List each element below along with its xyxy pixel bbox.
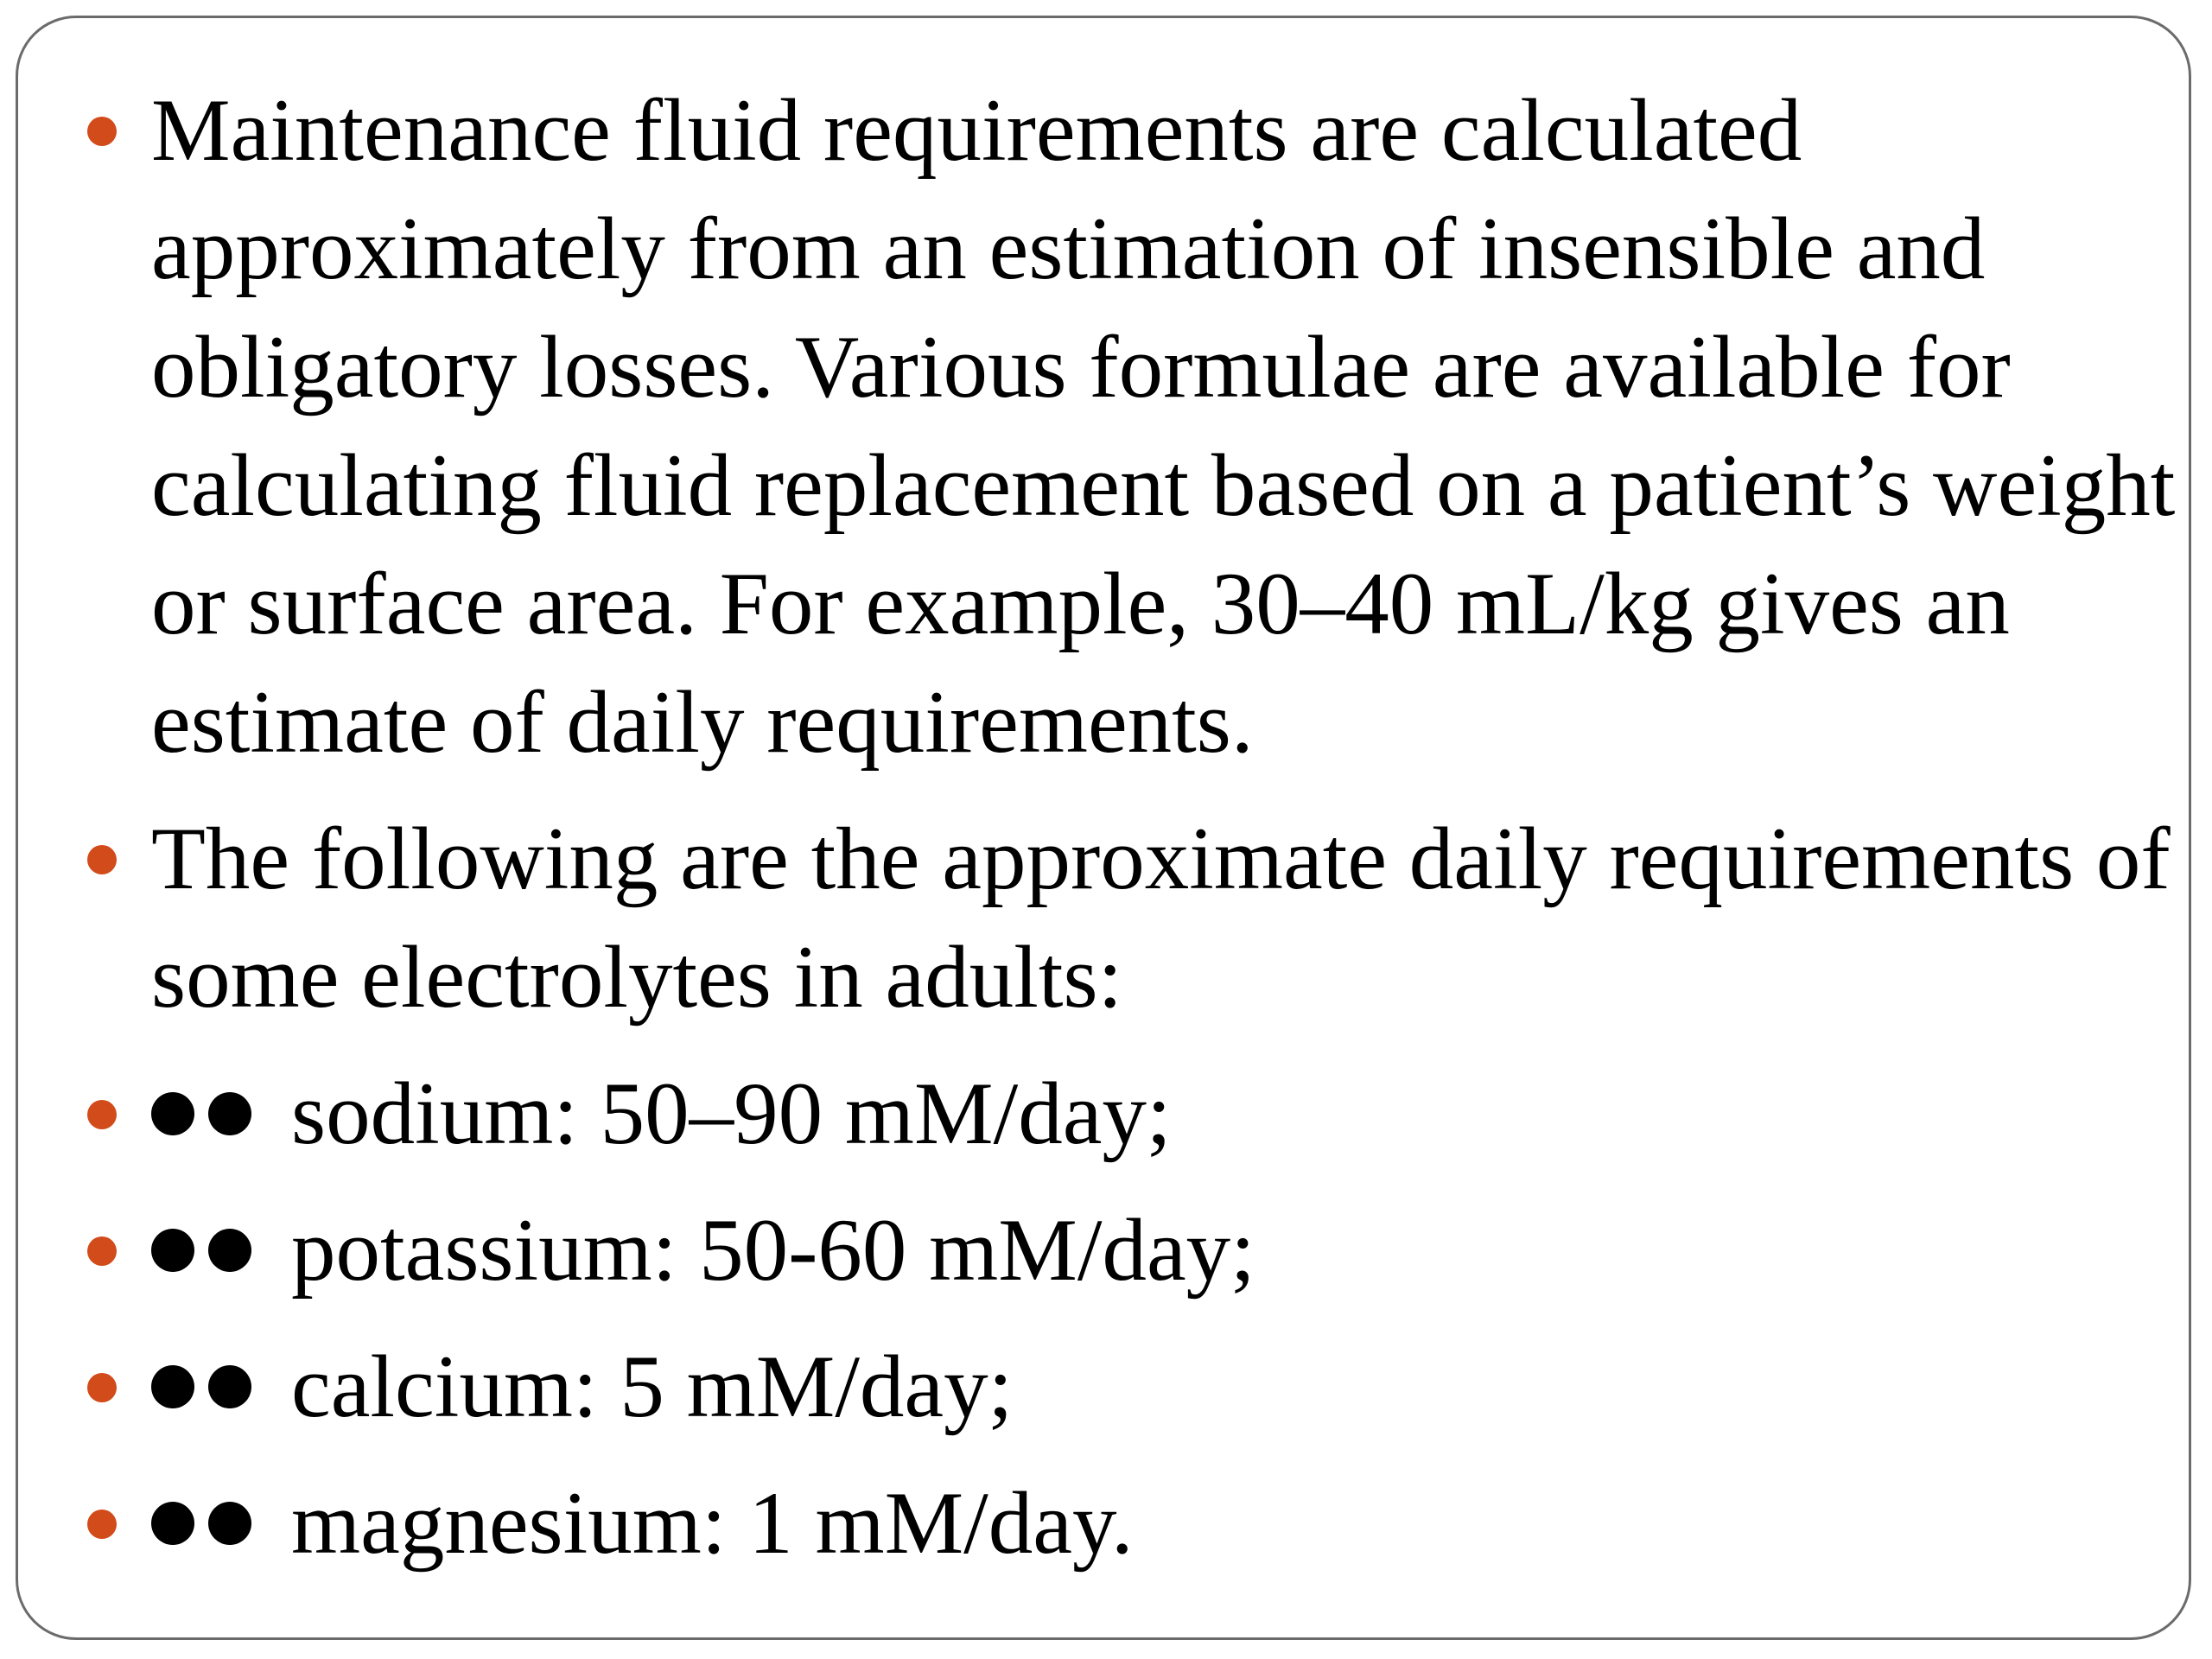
bullet-dot-icon [87, 1236, 117, 1266]
bullet-text: calcium: 5 mM/day; [291, 1338, 1014, 1436]
bullet-dot-icon [87, 845, 117, 874]
bullet-text: magnesium: 1 mM/day. [291, 1474, 1134, 1573]
bullet-item-sodium [87, 1055, 2178, 1173]
bullet-dot-icon [87, 1510, 117, 1539]
double-dot-icon [151, 1502, 258, 1545]
bullet-item-calcium [87, 1328, 2178, 1446]
bullet-text: potassium: 50-60 mM/day; [291, 1201, 1255, 1300]
bullet-text: sodium: 50–90 mM/day; [291, 1065, 1172, 1163]
double-dot-icon [151, 1092, 258, 1135]
bullet-item-magnesium [87, 1465, 2178, 1583]
double-dot-icon [151, 1229, 258, 1272]
bullet-item-potassium [87, 1192, 2178, 1310]
double-dot-icon [151, 1365, 258, 1408]
bullet-dot-icon [87, 1373, 117, 1402]
bullet-dot-icon [87, 117, 117, 146]
bullet-dot-icon [87, 1100, 117, 1129]
bullet-text: The following are the approximate daily requirements of some electrolytes in adults: [151, 810, 2171, 1027]
content-panel [16, 16, 2191, 1640]
bullet-item-electrolytes-intro [87, 800, 2178, 1037]
bullet-list [87, 72, 2178, 1601]
bullet-item-maintenance-fluid [87, 72, 2178, 782]
bullet-text: Maintenance fluid requirements are calculated approximately from an estimation of insensible and obligatory losses. Various formulae are available for calculating fluid replacement based on a patient’s weight or surface area. For example, 30–40 mL/kg gives an estimate of daily requirements. [151, 81, 2176, 772]
